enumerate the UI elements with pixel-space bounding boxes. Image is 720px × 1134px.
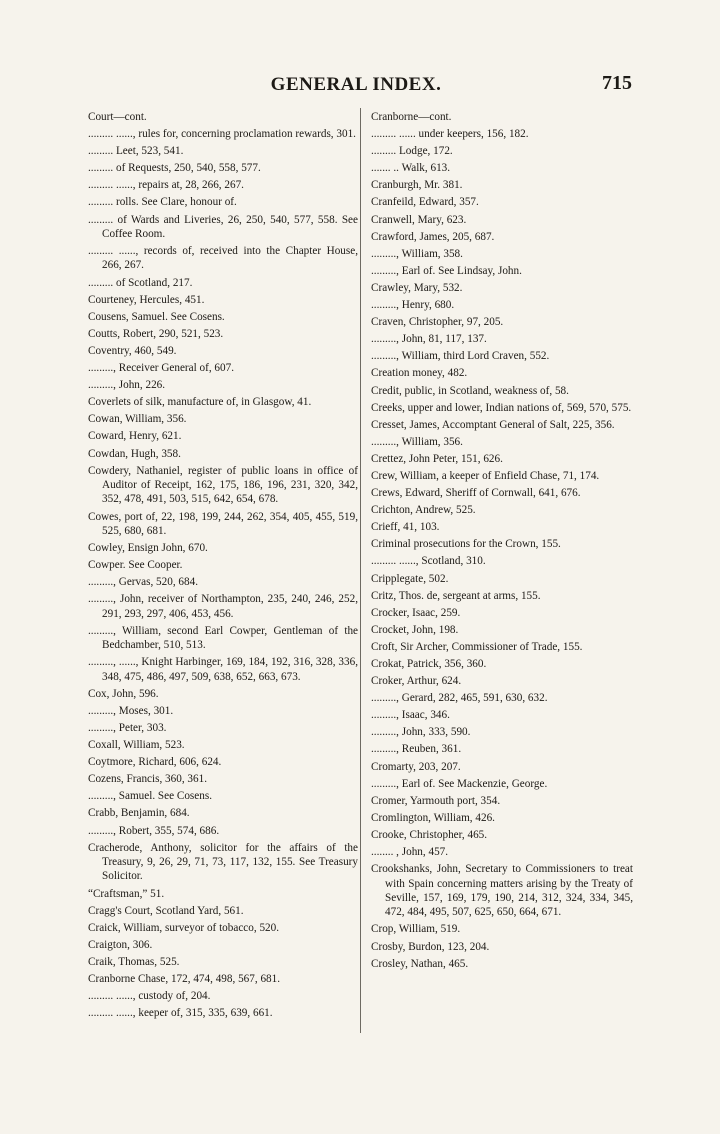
index-entry: Craven, Christopher, 97, 205. <box>371 316 504 329</box>
index-entry: ........., Isaac, 346. <box>371 709 450 722</box>
index-entry: ........., John, 81, 117, 137. <box>371 333 487 346</box>
index-entry: Crawley, Mary, 532. <box>371 281 463 294</box>
index-entry: ......... ......, records of, received into the Chapter House, 266, 267. <box>88 245 358 272</box>
index-entry: Cromer, Yarmouth port, 354. <box>371 794 501 807</box>
index-entry: Creation money, 482. <box>371 367 468 380</box>
index-entry: ........., Receiver General of, 607. <box>88 362 235 375</box>
index-entry: Cromlington, William, 426. <box>371 811 495 824</box>
index-entry: Crooke, Christopher, 465. <box>371 828 488 841</box>
index-entry: Coxall, William, 523. <box>88 739 185 752</box>
index-entry: Cranfeild, Edward, 357. <box>371 196 479 209</box>
index-entry: Cranburgh, Mr. 381. <box>371 179 463 192</box>
index-entry: ........., William, third Lord Craven, 552. <box>371 350 550 363</box>
index-entry: Crieff, 41, 103. <box>371 521 440 534</box>
index-entry: Courteney, Hercules, 451. <box>88 293 205 306</box>
index-entry: ........., Earl of. See Mackenzie, George. <box>371 777 548 790</box>
index-entry: Crocker, Isaac, 259. <box>371 606 461 619</box>
index-entry: ........., Earl of. See Lindsay, John. <box>371 264 522 277</box>
index-entry: ........., John, 226. <box>88 379 166 392</box>
index-entry: Cranwell, Mary, 623. <box>371 213 467 226</box>
index-entry: ......... Lodge, 172. <box>371 145 453 158</box>
index-entry: Coverlets of silk, manufacture of, in Glasgow, 41. <box>88 396 312 409</box>
index-entry: ......... ......, rules for, concerning proclamation rewards, 301. <box>88 128 356 141</box>
index-entry: Cromarty, 203, 207. <box>371 760 461 773</box>
index-entry: ......... Leet, 523, 541. <box>88 145 184 158</box>
page-header <box>80 72 632 100</box>
index-entry: ....... .. Walk, 613. <box>371 162 451 175</box>
index-entry: ......... ...... under keepers, 156, 182. <box>371 128 529 141</box>
index-entry: Croker, Arthur, 624. <box>371 675 462 688</box>
index-entry: Crew, William, a keeper of Enfield Chase, 71, 174. <box>371 469 600 482</box>
index-entry: Coytmore, Richard, 606, 624. <box>88 756 222 769</box>
index-entry: ......... of Scotland, 217. <box>88 276 193 289</box>
index-entry: ......... ......, custody of, 204. <box>88 990 211 1003</box>
index-entry: ......... of Wards and Liveries, 26, 250, 540, 577, 558. See Coffee Room. <box>88 213 358 240</box>
index-entry: Croft, Sir Archer, Commissioner of Trade, 155. <box>371 640 583 653</box>
index-entry: ........ , John, 457. <box>371 846 449 859</box>
column-divider <box>360 108 361 1033</box>
index-entry: Crettez, John Peter, 151, 626. <box>371 452 503 465</box>
index-entry: Crichton, Andrew, 525. <box>371 504 476 517</box>
index-entry: Crawford, James, 205, 687. <box>371 230 495 243</box>
index-entry: ........., Samuel. See Cosens. <box>88 790 212 803</box>
index-entry: Cowan, William, 356. <box>88 413 187 426</box>
index-entry: ........., William, second Earl Cowper, Gentleman of the Bedchamber, 510, 513. <box>88 624 358 652</box>
index-entry: Crocket, John, 198. <box>371 623 459 636</box>
index-entry: Craik, Thomas, 525. <box>88 955 180 968</box>
index-entry: ........., Peter, 303. <box>88 721 167 734</box>
index-entry: Cranborne Chase, 172, 474, 498, 567, 681. <box>88 973 281 985</box>
index-entry: Cowper. See Cooper. <box>88 559 183 572</box>
index-entry: ........., Gerard, 282, 465, 591, 630, 632. <box>371 692 548 705</box>
index-entry: ........., Reuben, 361. <box>371 743 462 756</box>
index-entry: Cragg's Court, Scotland Yard, 561. <box>88 904 244 917</box>
index-column-right <box>371 110 633 974</box>
index-entry: ........., ......, Knight Harbinger, 169, 184, 192, 316, 328, 336, 348, 475, 486, 497, 509, 638, 652, 663, 673. <box>88 656 358 683</box>
index-entry: Criminal prosecutions for the Crown, 155. <box>371 538 561 551</box>
index-entry: Coutts, Robert, 290, 521, 523. <box>88 327 224 340</box>
index-entry: Cranborne—cont. <box>371 111 452 123</box>
index-entry: Credit, public, in Scotland, weakness of, 58. <box>371 384 569 397</box>
index-entry: ......... ......, Scotland, 310. <box>371 555 486 568</box>
index-entry: Crosley, Nathan, 465. <box>371 957 469 970</box>
index-entry: Creeks, upper and lower, Indian nations of, 569, 570, 575. <box>371 401 632 414</box>
index-entry: Coventry, 460, 549. <box>88 344 177 357</box>
index-entry: Crop, William, 519. <box>371 923 461 936</box>
index-entry: Crookshanks, John, Secretary to Commissioners to treat with Spain concerning matters arising by the Treaty of Seville, 157, 169, 179, 190, 214, 312, 324, 334, 345, 472, 484, 495, 507, 625, 650, 664, 671. <box>371 863 633 919</box>
index-column-left <box>88 110 358 1023</box>
page-number: 715 <box>602 72 632 94</box>
index-entry: Cracherode, Anthony, solicitor for the affairs of the Treasury, 9, 26, 29, 71, 73, 117, 132, 155. See Treasury Solicitor. <box>88 841 358 883</box>
index-entry: ........., John, 333, 590. <box>371 726 471 739</box>
index-entry: ......... ......, keeper of, 315, 335, 639, 661. <box>88 1007 273 1020</box>
index-entry: Cripplegate, 502. <box>371 572 449 585</box>
index-entry: Court—cont. <box>88 111 147 123</box>
index-entry: Cowdery, Nathaniel, register of public loans in office of Auditor of Receipt, 162, 175, 186, 196, 231, 320, 342, 352, 478, 491, 503, 515, 642, 654, 678. <box>88 464 358 506</box>
index-entry: “Craftsman,” 51. <box>88 887 165 900</box>
index-entry: Cox, John, 596. <box>88 687 159 700</box>
index-entry: Cresset, James, Accomptant General of Salt, 225, 356. <box>371 418 615 431</box>
index-entry: ......... rolls. See Clare, honour of. <box>88 196 237 209</box>
index-entry: ......... ......, repairs at, 28, 266, 267. <box>88 179 244 192</box>
index-entry: ........., John, receiver of Northampton, 235, 240, 246, 252, 291, 293, 297, 406, 453, 456. <box>88 593 358 620</box>
index-entry: Cowdan, Hugh, 358. <box>88 447 181 460</box>
index-entry: Cowes, port of, 22, 198, 199, 244, 262, 354, 405, 455, 519, 525, 680, 681. <box>88 510 358 537</box>
index-entry: ........., Gervas, 520, 684. <box>88 576 198 589</box>
index-entry: Cowley, Ensign John, 670. <box>88 542 208 554</box>
index-entry: ........., Moses, 301. <box>88 704 174 717</box>
index-entry: Craigton, 306. <box>88 938 153 951</box>
index-entry: Cozens, Francis, 360, 361. <box>88 773 208 786</box>
index-entry: ........., William, 356. <box>371 435 463 448</box>
running-title: GENERAL INDEX. <box>270 74 442 95</box>
index-entry: ......... of Requests, 250, 540, 558, 577. <box>88 162 261 175</box>
index-entry: Crews, Edward, Sheriff of Cornwall, 641, 676. <box>371 487 581 500</box>
index-entry: ........., Robert, 355, 574, 686. <box>88 824 220 837</box>
index-entry: Cousens, Samuel. See Cosens. <box>88 310 225 323</box>
index-entry: Coward, Henry, 621. <box>88 430 182 443</box>
index-entry: Craick, William, surveyor of tobacco, 520. <box>88 921 280 934</box>
index-entry: ........., William, 358. <box>371 247 463 260</box>
index-entry: Critz, Thos. de, sergeant at arms, 155. <box>371 589 541 602</box>
index-entry: ........., Henry, 680. <box>371 299 455 312</box>
index-entry: Crokat, Patrick, 356, 360. <box>371 658 487 670</box>
index-entry: Crabb, Benjamin, 684. <box>88 807 190 820</box>
index-entry: Crosby, Burdon, 123, 204. <box>371 940 490 953</box>
